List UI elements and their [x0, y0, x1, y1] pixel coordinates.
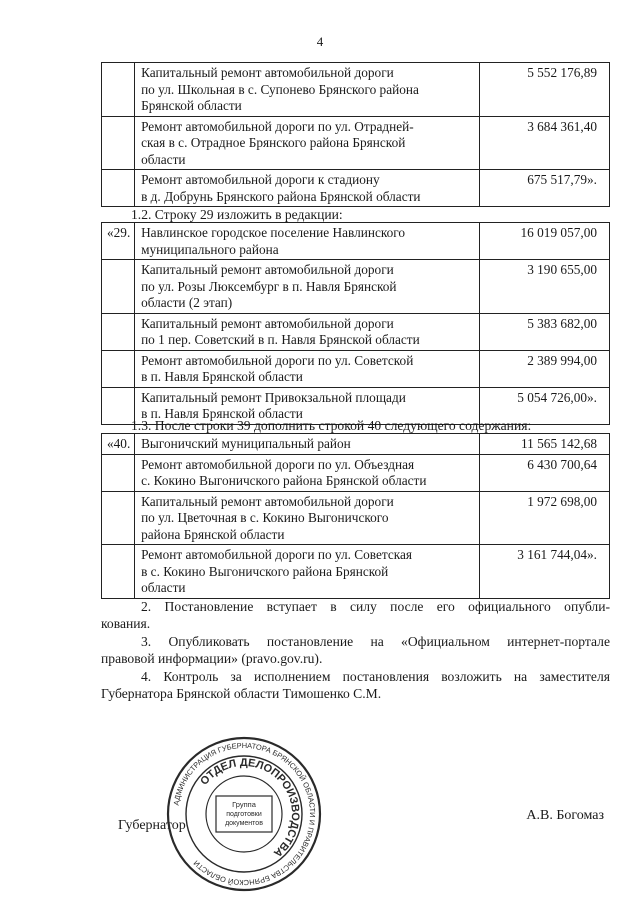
- amount-cell: 675 517,79».: [479, 170, 609, 207]
- amount-cell: 3 161 744,04».: [479, 545, 609, 599]
- stamp-center-line3: документов: [225, 820, 263, 827]
- paragraph-4-line2: Губернатора Брянской области Тимошенко С.М.: [101, 686, 382, 701]
- description-line: Капитальный ремонт автомобильной дороги: [141, 315, 394, 331]
- description-cell: [135, 63, 480, 117]
- description-line: по 1 пер. Советский в п. Навля Брянской области: [141, 332, 420, 347]
- table-row: [102, 434, 610, 455]
- description-line: Капитальный ремонт автомобильной дороги: [141, 65, 394, 80]
- description-line: в п. Навля Брянской области: [141, 406, 303, 421]
- amount-cell: 5 383 682,00: [479, 313, 609, 350]
- description-cell: [135, 116, 480, 170]
- item-1-2: 1.2. Строку 29 изложить в редакции:: [131, 207, 343, 222]
- stamp-inner-text: ОТДЕЛ ДЕЛОПРОИЗВОДСТВА: [198, 756, 302, 860]
- description-cell: [135, 454, 480, 491]
- description-line: в д. Добрунь Брянского района Брянской области: [141, 188, 421, 204]
- paragraph-3: [101, 633, 610, 667]
- table-row: [102, 454, 610, 491]
- description-line: Капитальный ремонт Привокзальной площади: [141, 389, 406, 405]
- paragraph-4-line1: 4. Контроль за исполнением постановления возложить на заместителя: [141, 669, 610, 684]
- description-line: Капитальный ремонт автомобильной дороги: [141, 262, 394, 277]
- signature-name: А.В. Богомаз: [526, 808, 604, 823]
- paragraph-2-line2: кования.: [101, 616, 151, 631]
- table-row: [102, 63, 610, 117]
- table-row: [102, 350, 610, 387]
- signature-title: Губернатор: [118, 818, 186, 833]
- description-cell: [135, 260, 480, 314]
- description-line: Ремонт автомобильной дороги по ул. Отрадней-: [141, 118, 414, 134]
- stamp-center-line1: Группа: [232, 800, 256, 809]
- table-row: [102, 260, 610, 314]
- paragraph-3-line1: 3. Опубликовать постановление на «Официальном интернет-портале: [141, 634, 610, 649]
- description-cell: [135, 350, 480, 387]
- row-number-cell: [102, 545, 135, 599]
- table-row: [102, 545, 610, 599]
- item-1-3: 1.3. После строки 39 дополнить строкой 40 следующего содержания:: [131, 418, 532, 433]
- table-row: [102, 170, 610, 207]
- description-line: по ул. Розы Люксембург в п. Навля Брянской: [141, 278, 397, 294]
- description-line: ская в с. Отрадное Брянского района Брянской: [141, 135, 406, 150]
- description-line: Капитальный ремонт автомобильной дороги: [141, 493, 394, 509]
- description-line: Выгоничский муниципальный район: [141, 436, 351, 451]
- description-line: области (2 этап): [141, 295, 233, 310]
- row-number-cell: «40.: [102, 434, 135, 455]
- table-vygonichsky: [101, 433, 610, 599]
- description-line: Ремонт автомобильной дороги к стадиону: [141, 172, 380, 187]
- amount-cell: 5 054 726,00».: [479, 387, 609, 424]
- description-line: в п. Навля Брянской области: [141, 369, 303, 384]
- description-line: Брянской области: [141, 98, 242, 113]
- paragraph-2-line1: 2. Постановление вступает в силу после его официального опубли-: [141, 599, 610, 614]
- description-line: по ул. Цветочная в с. Кокино Выгоничского: [141, 510, 389, 525]
- row-number-cell: [102, 116, 135, 170]
- description-line: Ремонт автомобильной дороги по ул. Советской: [141, 352, 414, 368]
- row-number-cell: «29.: [102, 223, 135, 260]
- description-cell: [135, 170, 480, 207]
- row-number-cell: [102, 454, 135, 491]
- description-cell: [135, 223, 480, 260]
- row-number-cell: [102, 387, 135, 424]
- description-cell: [135, 545, 480, 599]
- row-number-cell: [102, 170, 135, 207]
- paragraph-4: [101, 668, 610, 702]
- amount-cell: 2 389 994,00: [479, 350, 609, 387]
- amount-cell: 11 565 142,68: [479, 434, 609, 455]
- amount-cell: 5 552 176,89: [479, 63, 609, 117]
- office-stamp: [164, 734, 324, 894]
- description-line: в с. Кокино Выгоничского района Брянской: [141, 563, 389, 579]
- description-cell: [135, 491, 480, 545]
- row-number-cell: [102, 491, 135, 545]
- table-row: [102, 223, 610, 260]
- row-number-cell: [102, 350, 135, 387]
- stamp-center-line2: подготовки: [226, 811, 262, 818]
- table-roads-part1: [101, 62, 610, 207]
- row-number-cell: [102, 313, 135, 350]
- table-row: [102, 491, 610, 545]
- amount-cell: 16 019 057,00: [479, 223, 609, 260]
- page-number: 4: [316, 34, 324, 49]
- description-line: области: [141, 580, 186, 595]
- description-line: Ремонт автомобильной дороги по ул. Советская: [141, 547, 413, 562]
- amount-cell: 6 430 700,64: [479, 454, 609, 491]
- description-line: по ул. Школьная в с. Супонево Брянского района: [141, 81, 419, 97]
- table-navlinskoe: [101, 222, 610, 425]
- description-line: Навлинское городское поселение Навлинского: [141, 225, 406, 240]
- description-line: муниципального района: [141, 241, 279, 257]
- amount-cell: 3 190 655,00: [479, 260, 609, 314]
- paragraph-3-line2: правовой информации» (pravo.gov.ru).: [101, 651, 323, 666]
- description-cell: [135, 313, 480, 350]
- amount-cell: 1 972 698,00: [479, 491, 609, 545]
- row-number-cell: [102, 63, 135, 117]
- table-row: [102, 313, 610, 350]
- table-row: [102, 116, 610, 170]
- amount-cell: 3 684 361,40: [479, 116, 609, 170]
- description-line: района Брянской области: [141, 526, 285, 542]
- description-cell: [135, 434, 480, 455]
- description-line: области: [141, 151, 186, 167]
- paragraph-2: [101, 598, 610, 632]
- description-line: Ремонт автомобильной дороги по ул. Объездная: [141, 456, 415, 472]
- stamp-outer-text: АДМИНИСТРАЦИЯ ГУБЕРНАТОРА БРЯНСКОЙ ОБЛАСТИ И ПРАВИТЕЛЬСТВА БРЯНСКОЙ ОБЛАСТИ: [171, 740, 318, 888]
- description-line: с. Кокино Выгоничского района Брянской области: [141, 473, 427, 488]
- row-number-cell: [102, 260, 135, 314]
